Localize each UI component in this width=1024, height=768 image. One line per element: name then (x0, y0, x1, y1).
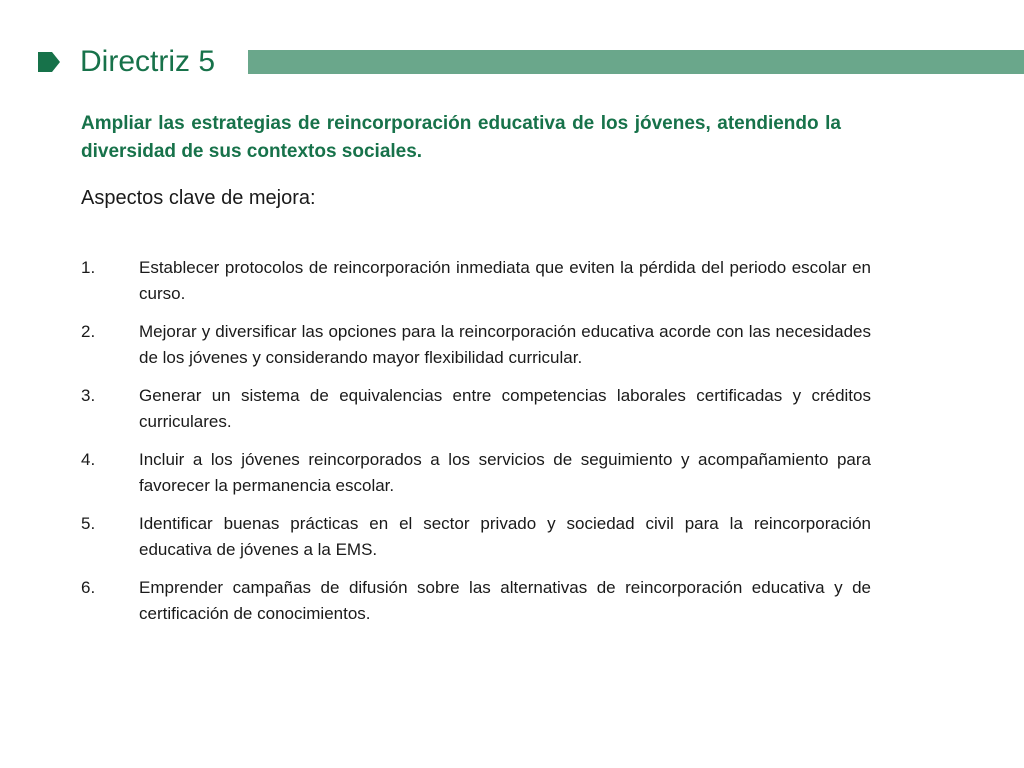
list-item (81, 383, 871, 435)
list-item (81, 447, 871, 499)
list-item-text: Generar un sistema de equivalencias entre competencias laborales certificadas y créditos curriculares. (139, 386, 871, 431)
slide-subtitle: Ampliar las estrategias de reincorporación educativa de los jóvenes, atendiendo la diversidad de sus contextos sociales. (81, 113, 841, 162)
pentagon-arrow-icon (38, 52, 60, 72)
title-bar (38, 44, 1024, 80)
slide-title: Directriz 5 (80, 45, 216, 78)
list-item-number: 2. (81, 322, 96, 341)
list-item-number: 3. (81, 386, 96, 405)
list-item-number: 4. (81, 450, 96, 469)
list-item-number: 1. (81, 258, 96, 277)
list-item-text: Establecer protocolos de reincorporación inmediata que eviten la pérdida del periodo escolar en curso. (139, 258, 871, 303)
list-item (81, 319, 871, 371)
list-item-number: 6. (81, 578, 96, 597)
list-item-text: Incluir a los jóvenes reincorporados a los servicios de seguimiento y acompañamiento para favorecer la permanencia escolar. (139, 450, 871, 495)
list-item (81, 575, 871, 627)
section-heading: Aspectos clave de mejora: (81, 187, 316, 209)
improvement-list (81, 255, 871, 639)
list-item-number: 5. (81, 514, 96, 533)
list-item (81, 255, 871, 307)
list-item (81, 511, 871, 563)
title-rule (248, 50, 1024, 74)
list-item-text: Identificar buenas prácticas en el sector privado y sociedad civil para la reincorporación educativa de jóvenes a la EMS. (139, 514, 871, 559)
list-item-text: Mejorar y diversificar las opciones para la reincorporación educativa acorde con las necesidades de los jóvenes y considerando mayor flexibilidad curricular. (139, 322, 871, 367)
list-item-text: Emprender campañas de difusión sobre las alternativas de reincorporación educativa y de certificación de conocimientos. (139, 578, 871, 623)
